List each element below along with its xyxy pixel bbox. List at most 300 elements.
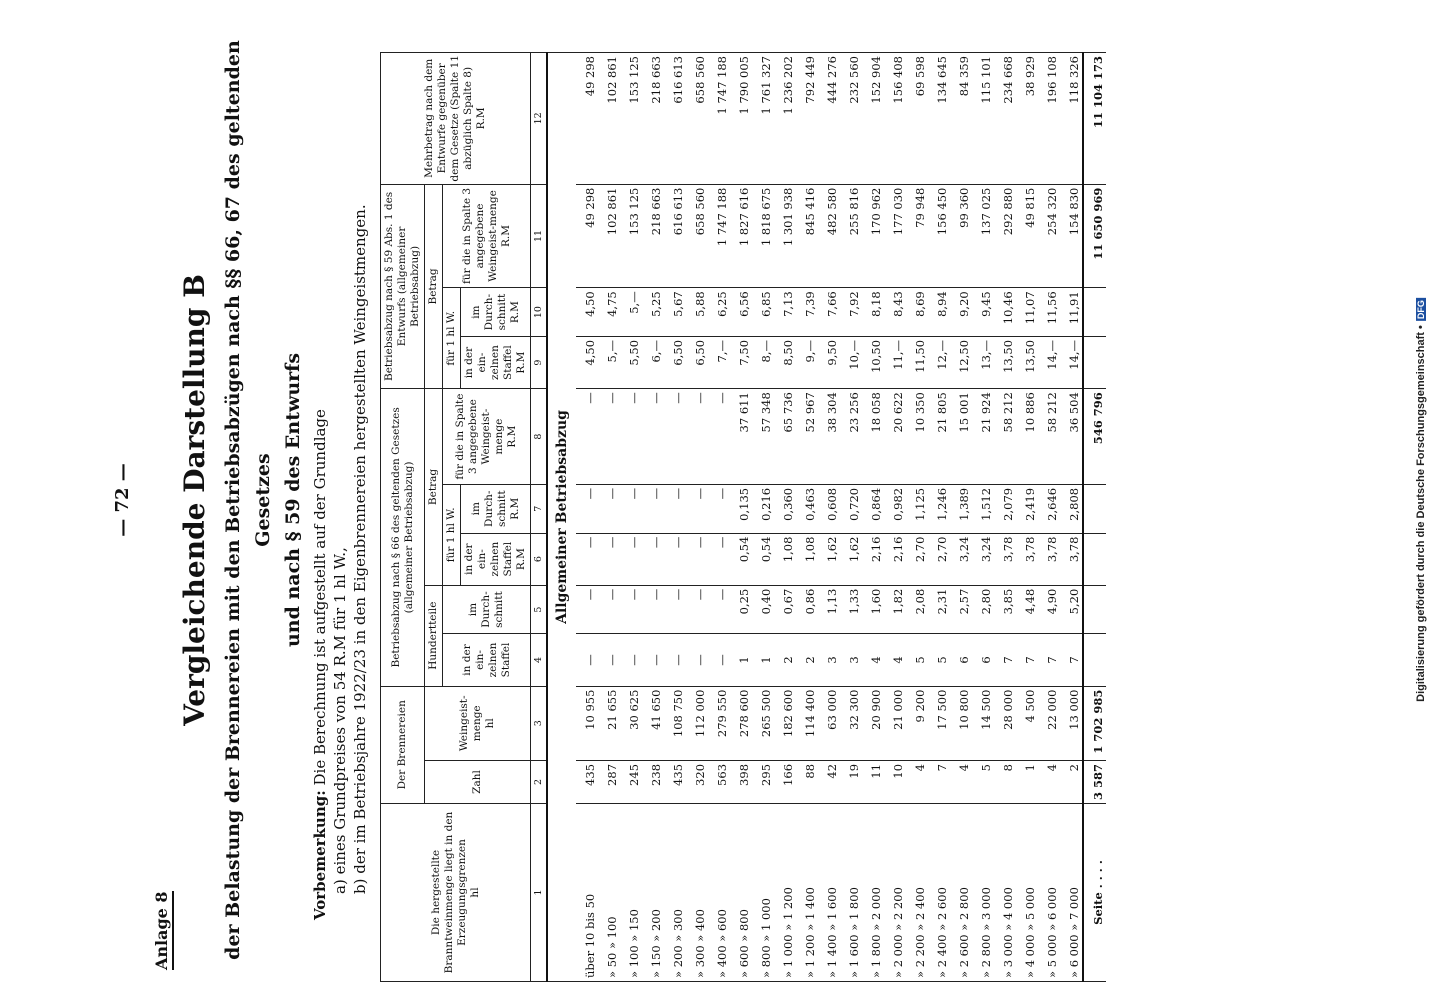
header-new-avg-text: im Durch-schnitt (469, 293, 508, 331)
table-cell: 38 929 (1016, 53, 1038, 185)
table-cell: 0,135 (730, 484, 752, 533)
header-old-avg-unit: R.M (508, 497, 521, 520)
table-row (1060, 53, 1083, 982)
table-cell: 3,85 (994, 585, 1016, 634)
preliminary-note-text: Die Berechnung ist aufgestellt auf der Grundlage (311, 409, 329, 786)
table-cell: 10,50 (862, 336, 884, 388)
table-cell: 0,86 (796, 585, 818, 634)
table-cell: 5 (972, 760, 994, 803)
table-cell: — (620, 634, 642, 686)
header-production-range-text: Die hergestellte Branntweinmenge liegt in den Erzeugungsgrenzen (429, 811, 468, 974)
table-cell: — (708, 484, 730, 533)
table-cell: 4 (950, 760, 972, 803)
table-cell: 3 (840, 634, 862, 686)
range-cell: » 1 400 » 1 600 (818, 804, 840, 982)
table-cell: — (620, 533, 642, 585)
table-cell: 8,43 (884, 288, 906, 337)
table-cell: 1 236 202 (774, 53, 796, 185)
table-cell: — (686, 585, 708, 634)
table-cell: 0,608 (818, 484, 840, 533)
table-row (620, 53, 642, 982)
table-cell: — (598, 585, 620, 634)
table-cell: — (686, 634, 708, 686)
table-cell: 563 (708, 760, 730, 803)
column-number: 4 (531, 634, 548, 686)
total-cell: 546 796 (1083, 389, 1106, 485)
table-cell: 2 (796, 634, 818, 686)
table-cell: 11,91 (1060, 288, 1083, 337)
table-cell: 238 (642, 760, 664, 803)
table-row (1038, 53, 1060, 982)
table-cell: 23 256 (840, 389, 862, 485)
table-cell: 3,78 (1038, 533, 1060, 585)
table-cell: 7,66 (818, 288, 840, 337)
table-cell: — (664, 484, 686, 533)
table-cell: 115 101 (972, 53, 994, 185)
header-alcohol-unit: hl (484, 718, 496, 729)
table-cell: 658 560 (686, 53, 708, 185)
table-cell: 7 (1016, 634, 1038, 686)
range-cell: » 1 000 » 1 200 (774, 804, 796, 982)
table-cell: 7,39 (796, 288, 818, 337)
range-cell: » 150 » 200 (642, 804, 664, 982)
table-cell: 435 (664, 760, 686, 803)
table-cell: 4 (906, 760, 928, 803)
table-cell: 156 408 (884, 53, 906, 185)
table-row (928, 53, 950, 982)
table-cell: 1,13 (818, 585, 840, 634)
table-cell: 57 348 (752, 389, 774, 485)
table-cell: 1,33 (840, 585, 862, 634)
table-cell: 8,18 (862, 288, 884, 337)
table-cell: — (620, 585, 642, 634)
table-cell: — (620, 389, 642, 485)
table-cell: 11,07 (1016, 288, 1038, 337)
table-cell: 114 400 (796, 686, 818, 760)
range-cell: über 10 bis 50 (576, 804, 598, 982)
table-cell: 0,40 (752, 585, 774, 634)
table-cell: 28 000 (994, 686, 1016, 760)
table-cell: — (576, 484, 598, 533)
table-cell: 154 830 (1060, 184, 1083, 288)
table-cell: 10 (884, 760, 906, 803)
table-cell: — (686, 484, 708, 533)
header-old-avg-text: im Durch-schnitt (469, 490, 508, 528)
table-cell: 0,720 (840, 484, 862, 533)
table-cell: 9 200 (906, 686, 928, 760)
comparison-table (380, 52, 1106, 982)
table-cell: 444 276 (818, 53, 840, 185)
table-cell: 6,50 (686, 336, 708, 388)
table-cell: 7,13 (774, 288, 796, 337)
annex-label: Anlage 8 (152, 891, 174, 970)
header-old-per-hl: für 1 hl W. (443, 484, 461, 585)
table-cell: 6,56 (730, 288, 752, 337)
table-cell: 41 650 (642, 686, 664, 760)
table-cell: — (708, 585, 730, 634)
table-cell: 3 (818, 634, 840, 686)
table-cell: 10 800 (950, 686, 972, 760)
table-cell: 1,389 (950, 484, 972, 533)
table-cell: 616 613 (664, 184, 686, 288)
table-cell: 10 886 (1016, 389, 1038, 485)
range-cell: » 1 600 » 1 800 (840, 804, 862, 982)
preliminary-note-item-a: a) eines Grundpreises von 54 R.M für 1 hl W., (331, 547, 349, 894)
preliminary-note (310, 30, 370, 920)
page-title: Vergleichende Darstellung B (178, 274, 211, 726)
table-cell: 1 827 616 (730, 184, 752, 288)
table-cell: 58 212 (994, 389, 1016, 485)
table-cell: — (664, 634, 686, 686)
table-cell: 177 030 (884, 184, 906, 288)
digitization-credit: Digitalisierung gefördert durch die Deutsche Forschungsgemeinschaft • (1415, 325, 1427, 702)
table-cell: 1,246 (928, 484, 950, 533)
header-excess (381, 53, 531, 185)
table-cell: 0,864 (862, 484, 884, 533)
table-cell: 6,85 (752, 288, 774, 337)
table-cell: 5 (906, 634, 928, 686)
total-cell: 11 104 173 (1083, 53, 1106, 185)
table-cell: 5,88 (686, 288, 708, 337)
table-cell: 1 747 188 (708, 53, 730, 185)
header-distilleries: Der Brennereien (381, 686, 425, 803)
table-cell: — (686, 533, 708, 585)
table-cell: 0,216 (752, 484, 774, 533)
table-cell: 112 000 (686, 686, 708, 760)
table-cell: — (620, 484, 642, 533)
range-cell: » 300 » 400 (686, 804, 708, 982)
header-new-avg-unit: R.M (508, 301, 521, 324)
table-cell: 19 (840, 760, 862, 803)
table-cell: 1 (1016, 760, 1038, 803)
table-cell: 170 962 (862, 184, 884, 288)
table-cell: 99 360 (950, 184, 972, 288)
table-cell: 4,50 (576, 288, 598, 337)
table-cell: 8,50 (774, 336, 796, 388)
total-cell (1083, 533, 1106, 585)
table-cell: 295 (752, 760, 774, 803)
table-cell: 4 500 (1016, 686, 1038, 760)
table-row (818, 53, 840, 982)
table-cell: — (576, 533, 598, 585)
table-cell: 2 (1060, 760, 1083, 803)
table-cell: 6,50 (664, 336, 686, 388)
range-cell: » 5 000 » 6 000 (1038, 804, 1060, 982)
table-cell: 2 (774, 634, 796, 686)
table-cell: 7,92 (840, 288, 862, 337)
table-cell: 21 000 (884, 686, 906, 760)
section-row (547, 53, 576, 982)
table-cell: 4,50 (576, 336, 598, 388)
table-cell: 137 025 (972, 184, 994, 288)
column-number: 12 (531, 53, 548, 185)
table-cell: — (576, 634, 598, 686)
table-cell: 0,982 (884, 484, 906, 533)
table-cell: 3,24 (972, 533, 994, 585)
header-old-stage (461, 533, 531, 585)
table-cell: 12,50 (950, 336, 972, 388)
table-cell: 7 (1060, 634, 1083, 686)
table-cell: 18 058 (862, 389, 884, 485)
header-old-total-text: für die in Spalte 3 angegebene Weingeist-menge (454, 393, 505, 480)
table-cell: 1,62 (818, 533, 840, 585)
table-cell: 2,646 (1038, 484, 1060, 533)
table-cell: 65 736 (774, 389, 796, 485)
table-cell: 265 500 (752, 686, 774, 760)
table-cell: 254 320 (1038, 184, 1060, 288)
table-cell: 845 416 (796, 184, 818, 288)
table-cell: 4,75 (598, 288, 620, 337)
table-cell: 118 326 (1060, 53, 1083, 185)
table-cell: 21 924 (972, 389, 994, 485)
header-alcohol-text: Weingeist-menge (458, 695, 483, 752)
table-cell: 49 298 (576, 184, 598, 288)
table-cell: 2,16 (884, 533, 906, 585)
table-cell: 1,512 (972, 484, 994, 533)
table-cell: 102 861 (598, 184, 620, 288)
page-number: — 72 — (112, 463, 133, 537)
table-row (664, 53, 686, 982)
table-cell: 245 (620, 760, 642, 803)
table-cell: 14,— (1060, 336, 1083, 388)
column-number: 2 (531, 760, 548, 803)
table-row (862, 53, 884, 982)
table-cell: 6,— (642, 336, 664, 388)
table-row (796, 53, 818, 982)
range-cell: » 1 200 » 1 400 (796, 804, 818, 982)
table-cell: 1 747 188 (708, 184, 730, 288)
digitization-note (1412, 8, 1430, 992)
table-row (950, 53, 972, 982)
table-cell: 69 598 (906, 53, 928, 185)
table-cell: 3,78 (1016, 533, 1038, 585)
table-cell: 3,78 (1060, 533, 1083, 585)
table-cell: 2,80 (972, 585, 994, 634)
table-cell: — (642, 533, 664, 585)
header-new-avg (461, 288, 531, 337)
table-cell: 11 (862, 760, 884, 803)
table-cell: 9,— (796, 336, 818, 388)
table-cell: 2,31 (928, 585, 950, 634)
table-cell: 6 (950, 634, 972, 686)
table-cell: 182 600 (774, 686, 796, 760)
range-cell: » 100 » 150 (620, 804, 642, 982)
table-cell: 482 580 (818, 184, 840, 288)
table-cell: 218 663 (642, 53, 664, 185)
table-cell: 10,46 (994, 288, 1016, 337)
table-cell: — (664, 533, 686, 585)
table-cell: 156 450 (928, 184, 950, 288)
table-cell: — (598, 484, 620, 533)
table-cell: 49 298 (576, 53, 598, 185)
document-page (60, 0, 1360, 1000)
table-cell: 13,— (972, 336, 994, 388)
table-cell: 792 449 (796, 53, 818, 185)
table-cell: 152 904 (862, 53, 884, 185)
table-cell: 1,125 (906, 484, 928, 533)
table-cell: 616 613 (664, 53, 686, 185)
table-cell: — (576, 389, 598, 485)
total-cell (1083, 336, 1106, 388)
column-number: 3 (531, 686, 548, 760)
table-cell: 9,20 (950, 288, 972, 337)
table-cell: 658 560 (686, 184, 708, 288)
header-new-total-unit: R.M (499, 224, 512, 247)
table-cell: — (664, 585, 686, 634)
total-row (1083, 53, 1106, 982)
table-cell: 255 816 (840, 184, 862, 288)
table-cell: 8,69 (906, 288, 928, 337)
column-number: 7 (531, 484, 548, 533)
table-cell: 8,94 (928, 288, 950, 337)
table-row (994, 53, 1016, 982)
table-cell: 58 212 (1038, 389, 1060, 485)
table-cell: 0,54 (730, 533, 752, 585)
table-cell: 196 108 (1038, 53, 1060, 185)
table-cell: 52 967 (796, 389, 818, 485)
range-cell: » 4 000 » 5 000 (1016, 804, 1038, 982)
table-cell: 79 948 (906, 184, 928, 288)
table-row (1016, 53, 1038, 982)
range-cell: » 600 » 800 (730, 804, 752, 982)
table-cell: 287 (598, 760, 620, 803)
table-cell: 21 805 (928, 389, 950, 485)
header-new-stage (461, 336, 531, 388)
column-number-row (531, 53, 548, 982)
table-row (840, 53, 862, 982)
table-cell: — (642, 484, 664, 533)
table-cell: 134 645 (928, 53, 950, 185)
table-cell: 234 668 (994, 53, 1016, 185)
table-cell: 5,50 (620, 336, 642, 388)
table-row (972, 53, 994, 982)
table-cell: 5,— (598, 336, 620, 388)
table-cell: 2,079 (994, 484, 1016, 533)
total-cell: 11 650 969 (1083, 184, 1106, 288)
table-cell: 7,— (708, 336, 730, 388)
table-row (884, 53, 906, 982)
table-cell: — (576, 585, 598, 634)
table-row (642, 53, 664, 982)
total-cell (1083, 634, 1106, 686)
table-cell: — (708, 533, 730, 585)
range-cell: » 50 » 100 (598, 804, 620, 982)
table-cell: 63 000 (818, 686, 840, 760)
table-cell: — (598, 634, 620, 686)
header-alcohol (425, 686, 531, 760)
column-number: 8 (531, 389, 548, 485)
total-label: Seite . . . . (1083, 804, 1106, 982)
table-cell: 166 (774, 760, 796, 803)
table-cell: 4 (884, 634, 906, 686)
table-cell: 10 350 (906, 389, 928, 485)
range-cell: » 800 » 1 000 (752, 804, 774, 982)
table-cell: — (598, 389, 620, 485)
table-cell: 2,419 (1016, 484, 1038, 533)
table-cell: 8,— (752, 336, 774, 388)
column-number: 5 (531, 585, 548, 634)
header-old-avg (461, 484, 531, 533)
table-cell: 13 000 (1060, 686, 1083, 760)
table-cell: 1 (730, 634, 752, 686)
total-cell (1083, 288, 1106, 337)
table-cell: — (642, 634, 664, 686)
table-cell: 13,50 (1016, 336, 1038, 388)
table-cell: 279 550 (708, 686, 730, 760)
table-cell: 232 560 (840, 53, 862, 185)
table-row (774, 53, 796, 982)
header-percent: Hundertteile (425, 585, 443, 686)
table-cell: — (642, 585, 664, 634)
header-percent-avg: im Durch-schnitt (443, 585, 531, 634)
table-cell: 7 (1038, 634, 1060, 686)
table-cell: 11,56 (1038, 288, 1060, 337)
table-cell: 11,— (884, 336, 906, 388)
table-cell: 20 622 (884, 389, 906, 485)
table-cell: 2,16 (862, 533, 884, 585)
table-cell: 7,50 (730, 336, 752, 388)
total-cell (1083, 484, 1106, 533)
table-cell: 42 (818, 760, 840, 803)
header-excess-text: Mehrbetrag nach dem Entwurfe gegenüber dem Gesetze (Spalte 11 abzüglich Spalte 8) (423, 55, 474, 182)
table-cell: 32 300 (840, 686, 862, 760)
table-cell: 11,50 (906, 336, 928, 388)
table-cell: 0,25 (730, 585, 752, 634)
table-cell: 9,50 (818, 336, 840, 388)
table-cell: 4,90 (1038, 585, 1060, 634)
table-cell: 14,— (1038, 336, 1060, 388)
table-cell: 14 500 (972, 686, 994, 760)
table-cell: 30 625 (620, 686, 642, 760)
range-cell: » 3 000 » 4 000 (994, 804, 1016, 982)
header-production-range (381, 804, 531, 982)
range-cell: » 2 000 » 2 200 (884, 804, 906, 982)
range-cell: » 2 800 » 3 000 (972, 804, 994, 982)
table-cell: 20 900 (862, 686, 884, 760)
table-row (686, 53, 708, 982)
range-cell: » 1 800 » 2 000 (862, 804, 884, 982)
table-cell: 4 (862, 634, 884, 686)
total-cell: 3 587 (1083, 760, 1106, 803)
header-new-total (443, 184, 531, 288)
total-cell: 1 702 985 (1083, 686, 1106, 760)
header-old-amount: Betrag (425, 389, 443, 586)
table-row (906, 53, 928, 982)
table-cell: 7 (994, 634, 1016, 686)
table-cell: 1,82 (884, 585, 906, 634)
header-new-total-text: für die in Spalte 3 angegebene Weingeist-menge (460, 187, 499, 285)
table-cell: 218 663 (642, 184, 664, 288)
table-cell: 0,54 (752, 533, 774, 585)
table-cell: 3,78 (994, 533, 1016, 585)
range-cell: » 2 600 » 2 800 (950, 804, 972, 982)
table-cell: 22 000 (1038, 686, 1060, 760)
table-cell: 6 (972, 634, 994, 686)
table-cell: 1,60 (862, 585, 884, 634)
table-row (598, 53, 620, 982)
table-cell: 153 125 (620, 184, 642, 288)
table-cell: 1 301 938 (774, 184, 796, 288)
header-old-stage-text: in der ein-zelnen Staffel (463, 541, 514, 577)
table-cell: 8 (994, 760, 1016, 803)
table-cell: 2,70 (928, 533, 950, 585)
table-cell: 108 750 (664, 686, 686, 760)
column-number: 10 (531, 288, 548, 337)
header-production-range-unit: hl (468, 887, 481, 898)
table-cell: — (686, 389, 708, 485)
table-cell: 4,48 (1016, 585, 1038, 634)
column-number: 11 (531, 184, 548, 288)
